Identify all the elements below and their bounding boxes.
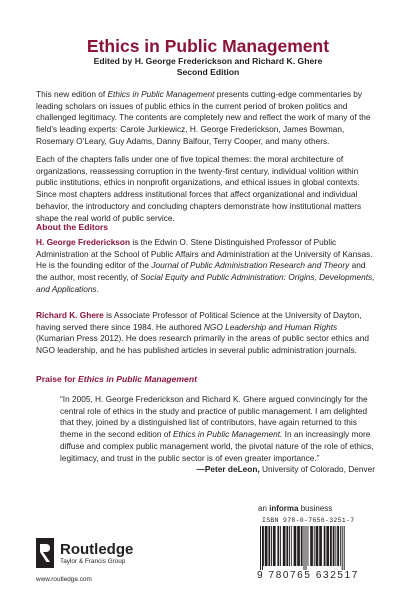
edition-line: Second Edition: [176, 67, 240, 77]
cover-header: [36, 36, 380, 78]
barcode-bar: [306, 526, 307, 570]
informa-text-a: an: [258, 504, 270, 513]
barcode-bar: [340, 526, 341, 566]
editor-1-book: Social Equity and Public Administration: Origins, Developments, and Applications: [36, 272, 375, 294]
praise-heading-title: Ethics in Public Management: [78, 374, 197, 384]
barcode-bar: [283, 526, 286, 566]
barcode-bar: [294, 526, 297, 566]
editor-2-text-b: (Kumarian Press 2012). He does research primarily in the areas of public sector ethics and NGO leadership, and he has published articles in several public administration journals.: [36, 333, 369, 356]
barcode-bar: [291, 526, 292, 566]
barcode-bar: [316, 526, 319, 566]
barcode-bar: [326, 526, 329, 566]
editor-2-name: Richard K. Ghere: [36, 310, 104, 320]
book-title: Ethics in Public Management: [86, 36, 330, 56]
praise-heading: [36, 374, 197, 384]
barcode-bar: [277, 526, 279, 566]
praise-quote: [60, 394, 375, 464]
quote-text-b: In an increasingly more diffuse and complex public management world, the pivotal nature of the role of ethics, legitimacy, and trust in the public sector is of even greater importance.”: [60, 429, 374, 463]
editor-2-text-a: is Associate Professor of Political Science at the University of Dayton, having served there since 1984. He authored: [36, 310, 362, 332]
intro-paragraph-2: Each of the chapters falls under one of five topical themes: the moral architecture of organizations, reassessing corruption in the twenty-first century, individual volition within public institutions, ethics in nonprofit organizations, and ethical issues in global contexts. Since most chapters address institutional forces that affect organizational and individual behavior, the introductory and concluding chapters demonstrate how institutional matters shape the real world of public service.: [36, 154, 362, 223]
barcode-bar: [333, 526, 335, 566]
quote-text-a: “In 2005, H. George Frederickson and Richard K. Ghere argued convincingly for the central role of ethics in the study and practice of public management. I am delighted that they, joined by a distinguished list of contributors, have again returned to this theme in the second edition of: [60, 394, 368, 440]
editor-2-bio: [36, 310, 375, 357]
informa-brand: informa: [269, 504, 299, 513]
barcode-bar: [304, 526, 305, 570]
editor-1-bio: [36, 237, 375, 296]
barcode-bar: [297, 526, 300, 566]
intro-text-b: presents cutting-edge commentaries by leading scholars on issues of public ethics in the current period of broken politics and challenged legitimacy. The contents are completely new and reflect the work of many of the field’s leading experts: Carole Jurkiewicz, H. George Frederickson, James Bowman, Rosemary O’Leary, Guy Adams, Danny Balfour, Terry Cooper, and many others.: [36, 89, 371, 146]
editor-1-name: H. George Frederickson: [36, 237, 131, 247]
barcode-bar: [263, 526, 264, 566]
barcode-bar: [262, 526, 263, 570]
informa-text-c: business: [298, 504, 333, 513]
barcode-bar: [260, 526, 261, 570]
editor-1-journal: Journal of Public Administration Research and Theory: [151, 260, 350, 271]
editor-2-book: NGO Leadership and Human Rights: [203, 321, 338, 332]
attribution-affiliation: University of Colorado, Denver: [259, 464, 375, 474]
barcode-bar: [337, 526, 339, 566]
intro-text-a: This new edition of: [36, 89, 108, 99]
routledge-logo-icon: [36, 538, 54, 568]
praise-heading-text: Praise for: [36, 374, 79, 384]
barcode-bar: [271, 526, 272, 566]
publisher-subtitle: Taylor & Francis Group: [60, 558, 126, 565]
barcode-bar: [314, 526, 315, 566]
intro-paragraph-1: [36, 89, 375, 148]
barcode-bar: [310, 526, 313, 566]
barcode-bar: [330, 526, 332, 566]
barcode-bar: [344, 526, 345, 570]
barcode-bar: [268, 526, 270, 566]
informa-tagline: [258, 504, 332, 513]
barcode-bar: [308, 526, 309, 566]
editor-1-text-a: is the Edwin O. Stene Distinguished Professor of Public Administration at the School of Public Affairs and Administration at the University of Kansas. He is the founding editor of the: [36, 237, 373, 271]
publisher-url: www.routledge.com: [36, 576, 92, 583]
barcode-bar: [289, 526, 290, 566]
barcode-bar: [342, 526, 343, 570]
editor-1-text-c: .: [96, 283, 99, 294]
barcode-bar: [286, 526, 288, 566]
barcode-image: [258, 526, 378, 570]
isbn-text: ISBN 978-0-7656-3251-7: [262, 517, 355, 524]
editor-1-text-b: and the author, most recently, of: [36, 260, 366, 283]
intro-book-title: Ethics in Public Management: [107, 89, 215, 99]
about-editors-heading: About the Editors: [36, 222, 109, 232]
quote-attribution: [197, 464, 375, 474]
editors-line: Edited by H. George Frederickson and Richard K. Ghere: [93, 56, 323, 66]
barcode-bar: [324, 526, 326, 566]
barcode-bar: [265, 526, 268, 566]
barcode-bar: [301, 526, 303, 566]
barcode-bar: [273, 526, 276, 566]
attribution-name: —Peter deLeon,: [196, 464, 260, 474]
barcode-bar: [335, 526, 336, 566]
publisher-name: Routledge: [60, 541, 134, 558]
barcode-bar: [280, 526, 281, 566]
barcode-number: 9 780765 632517: [257, 570, 359, 581]
barcode-bar: [319, 526, 322, 566]
quote-book-title: Ethics in Public Management.: [173, 429, 283, 440]
